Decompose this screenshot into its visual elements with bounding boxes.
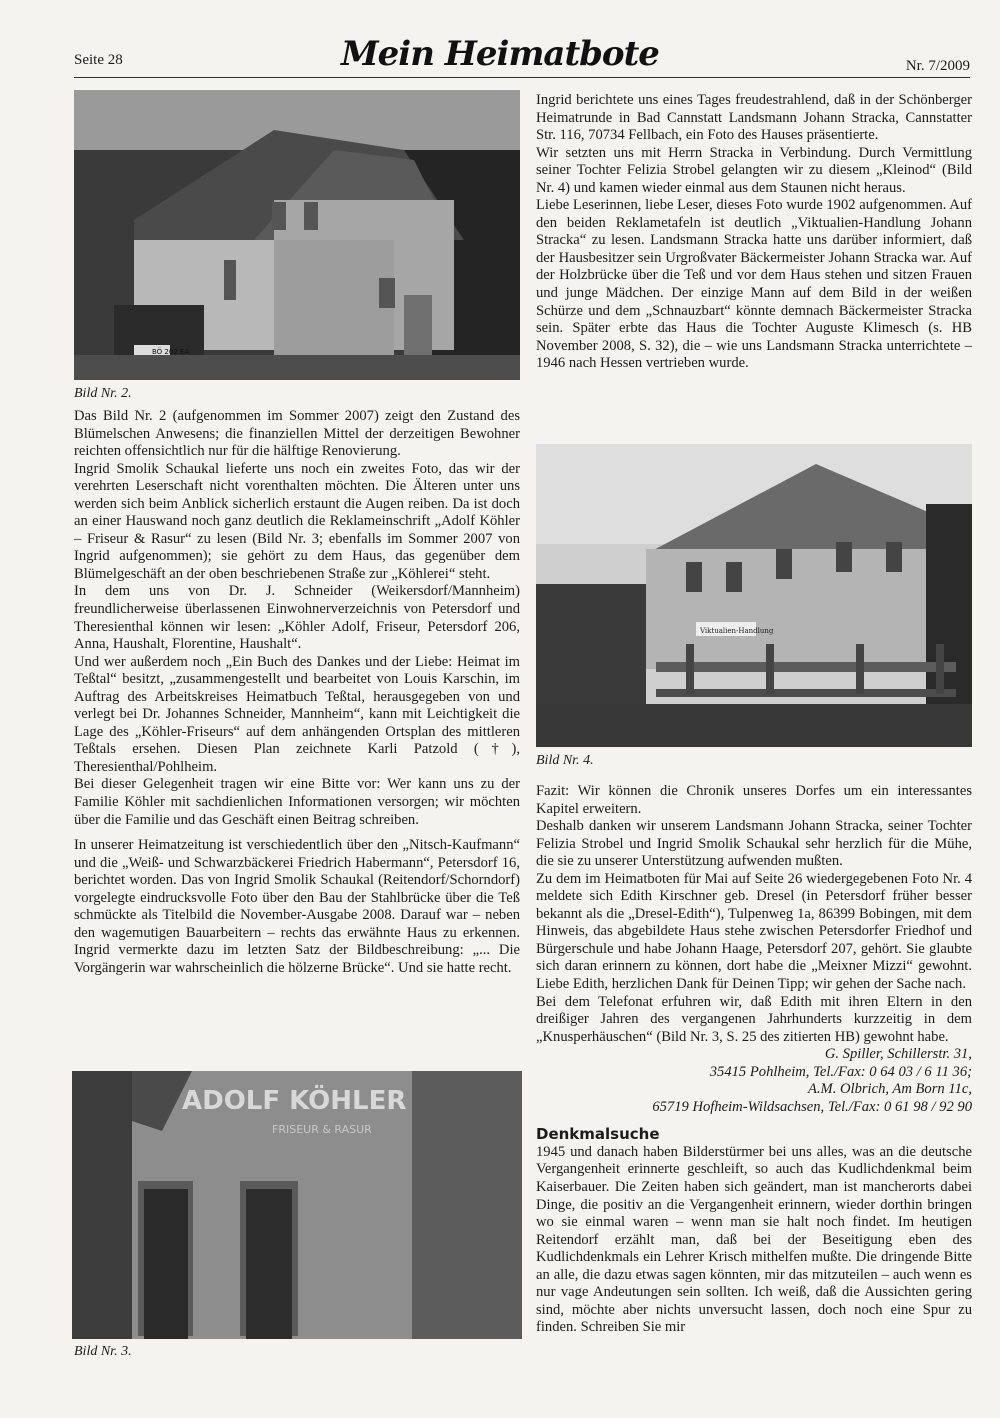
right-column-bottom	[536, 783, 972, 1337]
paragraph: Ingrid Smolik Schaukal lieferte uns noch ein zweites Foto, das wir der verehrten Leserschaft nicht vorenthalten möchten. Die Älteren unter uns werden sich beim Anblick sicherlich erstaunt die Augen reiben. Da ist doch an einer Hauswand noch ganz deutlich die Reklameinschrift „Adolf Köhler – Friseur & Rasur“ zu lesen (Bild Nr. 3; ebenfalls im Sommer 2007 von Ingrid aufgenommen); sie gehört zu dem Haus, das gegenüber dem Blümelgeschäft an der oben beschriebenen Straße zur „Köhlerei“ steht.	[74, 460, 520, 582]
photo-bild-2	[74, 90, 520, 380]
signature-line: G. Spiller, Schillerstr. 31,	[824, 1046, 972, 1063]
issue-number: Nr. 7/2009	[905, 58, 970, 74]
caption-bild-2: Bild Nr. 2.	[74, 386, 132, 401]
paragraph: In unserer Heimatzeitung ist verschiedentlich über den „Nitsch-Kaufmann“ und die „Weiß- und Schwarzbäckerei Friedrich Habermann“, Petersdorf 16, berichtet worden. Das von Ingrid Smolik Schaukal (Reitendorf/Schorndorf) vorgelegte eindrucksvolle Foto über den Bau der Stahlbrücke über die Teß schmückte als Titelbild die November-Ausgabe 2008. Darauf war – neben den wagemutigen Bauarbeitern – rechts das erwähnte Haus zu erkennen. Ingrid vermerkte dazu im letzten Satz der Bildbeschreibung: „... Die Vorgängerin war wahrscheinlich die hölzerne Brücke“. Und sie hatte recht.	[74, 837, 520, 976]
signature-line: A.M. Olbrich, Am Born 11c,	[807, 1081, 972, 1098]
sign-viktualien: Viktualien-Handlung	[700, 627, 774, 635]
signature-line: 35415 Pohlheim, Tel./Fax: 0 64 03 / 6 11 36;	[709, 1063, 972, 1080]
paragraph: Fazit: Wir können die Chronik unseres Dorfes um ein interessantes Kapitel erweitern.	[536, 783, 972, 817]
header-divider	[74, 77, 970, 78]
license-plate: BÖ 202 EA	[152, 348, 190, 356]
sign-adolf-koehler: ADOLF KÖHLER	[182, 1086, 407, 1116]
photo-bild-4	[536, 444, 972, 747]
photo-bild-3	[72, 1071, 522, 1339]
caption-bild-3: Bild Nr. 3.	[74, 1344, 132, 1359]
paragraph: Ingrid berichtete uns eines Tages freudestrahlend, daß in der Schönberger Heimatrunde in Bad Cannstatt Landsmann Johann Stracka, Cannstatter Str. 116, 70734 Fellbach, ein Foto des Hauses präsentierte.	[536, 92, 972, 144]
paragraph: Das Bild Nr. 2 (aufgenommen im Sommer 2007) zeigt den Zustand des Blümelschen Anwesens; die finanziellen Mittel der derzeitigen Bewohner reichten offensichtlich nur für die hälftige Renovierung.	[74, 408, 520, 460]
paragraph: In dem uns von Dr. J. Schneider (Weikersdorf/Mannheim) freundlicherweise überlassenen Einwohnerverzeichnis von Petersdorf und Theresienthal können wir lesen: „Köhler Adolf, Friseur, Petersdorf 206, Anna, Haushalt, Florentine, Haushalt“.	[74, 583, 520, 653]
paragraph: Bei dieser Gelegenheit tragen wir eine Bitte vor: Wer kann uns zu der Familie Köhler mit sachdienlichen Informationen versorgen; wir möchten über die Familie und das Geschäft einen Beitrag schreiben.	[74, 776, 520, 828]
paragraph: 1945 und danach haben Bilderstürmer bei uns alles, was an die deutsche Vergangenheit erinnerte geschleift, so auch das Kudlichdenkmal beim Kaiserbauer. Die Zeiten haben sich geändert, man ist mancherorts dabei Dinge, die positiv an die Vergangenheit erinnern, wieder dorthin bringen wo sie einmal waren – wenn man sie halt noch findet. Im heutigen Reitendorf erzählt man, daß bei der Beseitigung eben des Kudlichdenkmals ein Lehrer Krisch mithelfen mußte. Die dringende Bitte an alle, die dazu etwas sagen könnten, mir das mitzuteilen – auch wenn es nur vage Andeutungen sein sollten. Ich weiß, daß die Aussichten gering sind, möchte aber nichts unversucht lassen, doch noch eine Spur zu finden. Schreiben Sie mir	[536, 1143, 972, 1336]
caption-bild-4: Bild Nr. 4.	[536, 753, 594, 768]
section-heading: Denkmalsuche	[536, 1125, 660, 1144]
signature-line: 65719 Hofheim-Wildsachsen, Tel./Fax: 0 61 98 / 92 90	[652, 1098, 972, 1115]
paragraph: Liebe Leserinnen, liebe Leser, dieses Foto wurde 1902 aufgenommen. Auf den beiden Reklametafeln ist deutlich „Viktualien-Handlung Johann Stracka“ zu lesen. Landsmann Stracka hatte uns darüber informiert, daß der Hausbesitzer sein Urgroßvater Bäckermeister Johann Stracka war. Auf der Holzbrücke über die Teß und vor dem Haus stehen und sitzen Frauen und junge Mädchen. Der einzige Mann auf dem Bild in der weißen Schürze und dem „Schnauzbart“ könnte demnach Bäckermeister Stracka sein. Später erbte das Haus die Tochter Auguste Klimesch (s. HB November 2008, S. 32), die – wie uns Landsmann Stracka unterrichtete – 1946 nach Hessen vertrieben wurde.	[536, 197, 972, 372]
page-number: Seite 28	[74, 52, 123, 68]
paragraph: Wir setzten uns mit Herrn Stracka in Verbindung. Durch Vermittlung seiner Tochter Felizia Strobel gelangten wir zu diesem „Kleinod“ (Bild Nr. 4) und kamen wieder einmal aus dem Staunen nicht heraus.	[536, 144, 972, 196]
left-column	[74, 408, 520, 978]
right-column-top	[536, 92, 972, 373]
paragraph: Bei dem Telefonat erfuhren wir, daß Edith mit ihren Eltern in den dreißiger Jahren des vergangenen Jahrhunderts kurzzeitig in dem „Knusperhäuschen“ (Bild Nr. 3, S. 25 des zitierten HB) gewohnt habe.	[536, 993, 972, 1045]
paragraph: Zu dem im Heimatboten für Mai auf Seite 26 wiedergegebenen Foto Nr. 4 meldete sich Edith Kirschner geb. Dresel (in Petersdorf früher besser bekannt als die „Dresel-Edith“), Tulpenweg 1a, 86399 Bobingen, mit dem Hinweis, das abgebildete Haus stehe zwischen Petersdorfer Friedhof und Bürgerschule und habe Johann Haage, Petersdorf 207, gehört. Sie glaubte sich daran erinnern zu können, dort habe die „Meixner Mizzi“ gewohnt. Liebe Edith, herzlichen Dank für Deinen Tipp; wir gehen der Sache nach.	[536, 870, 972, 993]
masthead-title: Mein Heimatbote	[341, 34, 659, 74]
paragraph: Deshalb danken wir unserem Landsmann Johann Stracka, seiner Tochter Felizia Strobel und Ingrid Smolik Schaukal sehr herzlich für die Mühe, die sie zu unserer Unterstützung aufwenden mußten.	[536, 818, 972, 870]
sign-friseur: FRISEUR & RASUR	[272, 1123, 372, 1136]
paragraph: Und wer außerdem noch „Ein Buch des Dankes und der Liebe: Heimat im Teßtal“ besitzt, „zusammengestellt und bearbeitet von Louis Karschin, im Auftrag des Arbeitskreises Heimatbuch Teßtal, herausgegeben von und verlegt bei Dr. Johannes Schneider, Mannheim“, kann mit Leichtigkeit die Lage des „Köhler-Friseurs“ auf dem anhängenden Ortsplan des mittleren Teßtals ersehen. Diesen Plan zeichnete Karli Patzold (†), Theresienthal/Pohlheim.	[74, 653, 520, 775]
